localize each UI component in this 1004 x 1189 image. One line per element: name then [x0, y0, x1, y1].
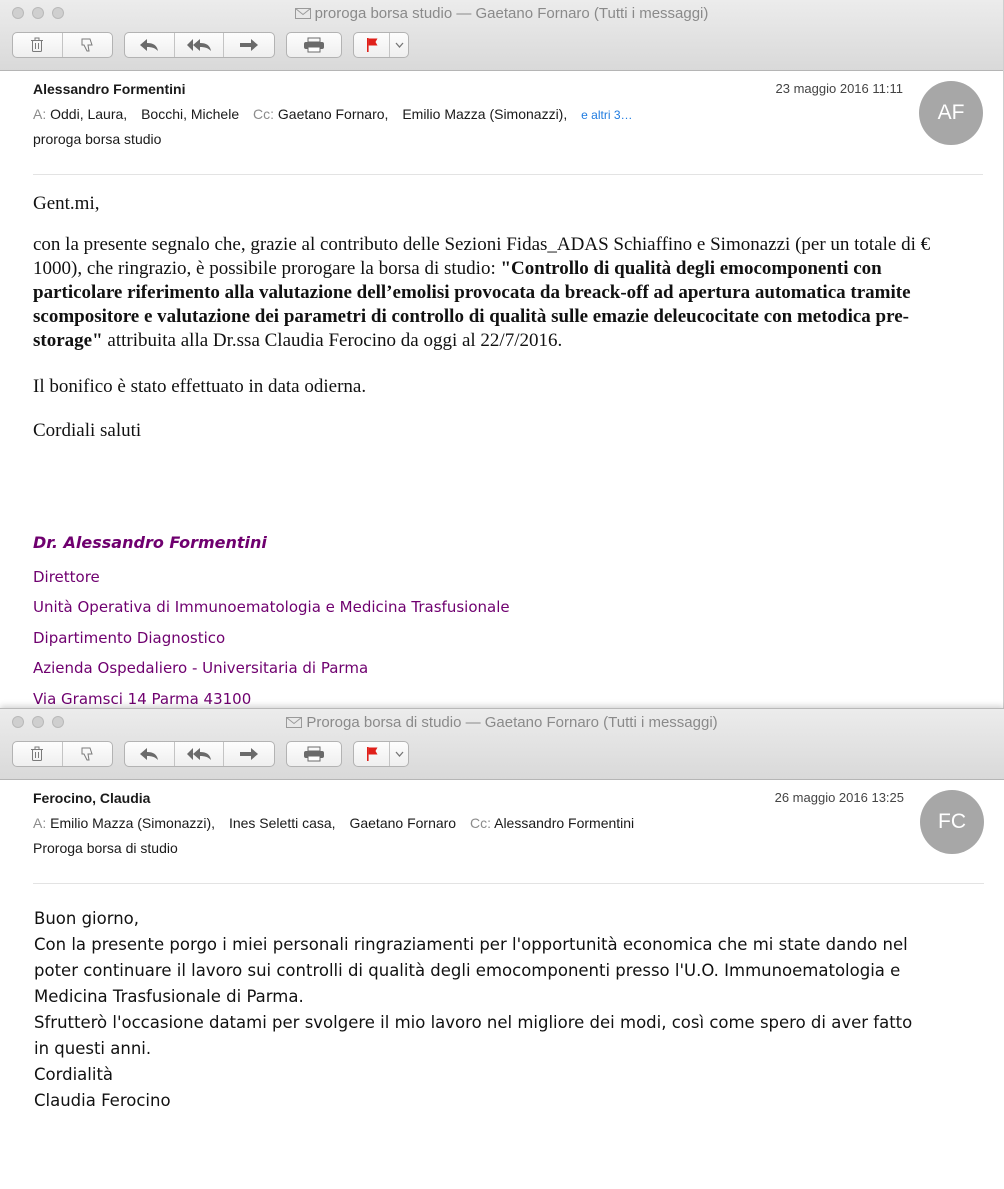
- header-divider: [33, 883, 984, 884]
- window-title-text: proroga borsa studio — Gaetano Fornaro (Tutti i messaggi): [314, 5, 709, 22]
- message-header: [0, 780, 1004, 884]
- delete-button[interactable]: [13, 33, 63, 57]
- body-paragraph: [33, 233, 963, 353]
- chevron-down-icon: [395, 751, 404, 757]
- flag-button[interactable]: [354, 33, 390, 57]
- to-label: A:: [33, 815, 47, 831]
- window-title: [0, 5, 1003, 22]
- greeting: Gent.mi,: [33, 193, 100, 214]
- recipient[interactable]: Gaetano Fornaro: [349, 815, 457, 831]
- flag-menu-button[interactable]: [390, 33, 408, 57]
- cc-label: Cc:: [469, 815, 491, 831]
- paragraph-end: attribuita alla Dr.ssa Claudia Ferocino da oggi al 22/7/2016.: [102, 330, 563, 351]
- cc-recipient[interactable]: Alessandro Formentini: [494, 815, 635, 831]
- print-group: [286, 741, 342, 767]
- print-button[interactable]: [287, 33, 341, 57]
- recipients-line: [33, 815, 634, 831]
- signature-line: Dipartimento Diagnostico: [33, 628, 226, 647]
- window-title: [0, 714, 1004, 731]
- avatar: AF: [919, 81, 983, 145]
- message-subject: proroga borsa studio: [33, 131, 162, 147]
- recipient[interactable]: Ines Seletti casa,: [228, 815, 336, 831]
- reply-all-button[interactable]: [175, 742, 225, 766]
- reply-icon: [139, 38, 159, 52]
- message-date: 23 maggio 2016 11:11: [775, 81, 903, 96]
- forward-button[interactable]: [224, 742, 274, 766]
- reply-all-button[interactable]: [175, 33, 225, 57]
- print-button[interactable]: [287, 742, 341, 766]
- junk-button[interactable]: [63, 742, 113, 766]
- reply-group: [124, 32, 275, 58]
- body-line: Sfrutterò l'occasione datami per svolgere il mio lavoro nel migliore dei modi, così come spero di aver fatto: [34, 1013, 913, 1032]
- junk-icon: [79, 37, 95, 53]
- reply-icon: [139, 747, 159, 761]
- window-titlebar: [0, 0, 1003, 71]
- cc-recipient[interactable]: Gaetano Fornaro,: [277, 106, 389, 122]
- reply-all-icon: [186, 747, 212, 761]
- flag-group: [353, 741, 409, 767]
- signature-name: Dr. Alessandro Formentini: [33, 533, 267, 552]
- message-body: [33, 192, 963, 443]
- signature-line: Azienda Ospedaliero - Universitaria di Parma: [33, 659, 369, 678]
- scholarship-title: "Controllo di qualità degli emocomponenti con particolare riferimento alla valutazione dell’emolisi provocata da breack-off ad apertura automatica tramite scompositore e valutazione dei parametri di controllo di qualità sulle emazie deleucocitate con metodica pre-storage": [33, 258, 911, 351]
- print-icon: [303, 746, 325, 762]
- body-line: poter continuare il lavoro sui controlli di qualità degli emocomponenti presso l'U.O. Immunoematologia e: [34, 961, 901, 980]
- flag-menu-button[interactable]: [390, 742, 408, 766]
- header-divider: [33, 174, 983, 175]
- message-date: 26 maggio 2016 13:25: [774, 790, 904, 805]
- message-body: [34, 906, 974, 1114]
- forward-button[interactable]: [224, 33, 274, 57]
- forward-icon: [239, 38, 259, 52]
- print-group: [286, 32, 342, 58]
- reply-button[interactable]: [125, 33, 175, 57]
- message-subject: Proroga borsa di studio: [33, 840, 178, 856]
- trash-icon: [30, 746, 44, 762]
- body-line: Buon giorno,: [34, 909, 140, 928]
- body-line: Con la presente porgo i miei personali ringraziamenti per l'opportunità economica che mi state dando nel: [34, 935, 908, 954]
- recipients-line: [33, 106, 633, 122]
- sender-name[interactable]: Ferocino, Claudia: [33, 790, 151, 806]
- forward-icon: [239, 747, 259, 761]
- envelope-icon: [286, 715, 302, 728]
- avatar: FC: [920, 790, 984, 854]
- recipient[interactable]: Bocchi, Michele: [141, 106, 240, 122]
- window-titlebar: [0, 709, 1004, 780]
- flag-group: [353, 32, 409, 58]
- recipient[interactable]: Emilio Mazza (Simonazzi),: [50, 815, 216, 831]
- envelope-icon: [295, 6, 311, 19]
- signature-line: Unità Operativa di Immunoematologia e Medicina Trasfusionale: [33, 598, 510, 617]
- signature: [33, 531, 510, 714]
- window-title-text: Proroga borsa di studio — Gaetano Fornaro (Tutti i messaggi): [306, 714, 718, 731]
- reply-button[interactable]: [125, 742, 175, 766]
- delete-junk-group: [12, 32, 113, 58]
- transfer-note: Il bonifico è stato effettuato in data odierna.: [33, 376, 367, 397]
- body-line: Medicina Trasfusionale di Parma.: [34, 987, 304, 1006]
- paragraph-intro: con la presente segnalo che, grazie al contributo delle Sezioni Fidas_ADAS Schiaffino e Simonazzi (per un totale di € 1000), che ringrazio, è possibile prorogare la borsa di studio:: [33, 234, 931, 279]
- flag-icon: [365, 746, 379, 762]
- message-header: [0, 71, 1003, 175]
- body-line: Cordialità: [34, 1065, 114, 1084]
- print-icon: [303, 37, 325, 53]
- junk-icon: [79, 746, 95, 762]
- cc-label: Cc:: [253, 106, 275, 122]
- signature-line: Direttore: [33, 568, 100, 586]
- body-line: Claudia Ferocino: [34, 1091, 171, 1110]
- signature-line: Via Gramsci 14 Parma 43100: [33, 689, 252, 708]
- closing: Cordiali saluti: [33, 420, 142, 441]
- reply-all-icon: [186, 38, 212, 52]
- recipient[interactable]: Oddi, Laura,: [50, 106, 128, 122]
- to-label: A:: [33, 106, 47, 122]
- delete-button[interactable]: [13, 742, 63, 766]
- chevron-down-icon: [395, 42, 404, 48]
- reply-group: [124, 741, 275, 767]
- more-recipients-link[interactable]: e altri 3…: [581, 108, 633, 122]
- body-line: in questi anni.: [34, 1039, 152, 1058]
- flag-icon: [365, 37, 379, 53]
- cc-recipient[interactable]: Emilio Mazza (Simonazzi),: [402, 106, 568, 122]
- sender-name[interactable]: Alessandro Formentini: [33, 81, 186, 97]
- delete-junk-group: [12, 741, 113, 767]
- flag-button[interactable]: [354, 742, 390, 766]
- trash-icon: [30, 37, 44, 53]
- junk-button[interactable]: [63, 33, 113, 57]
